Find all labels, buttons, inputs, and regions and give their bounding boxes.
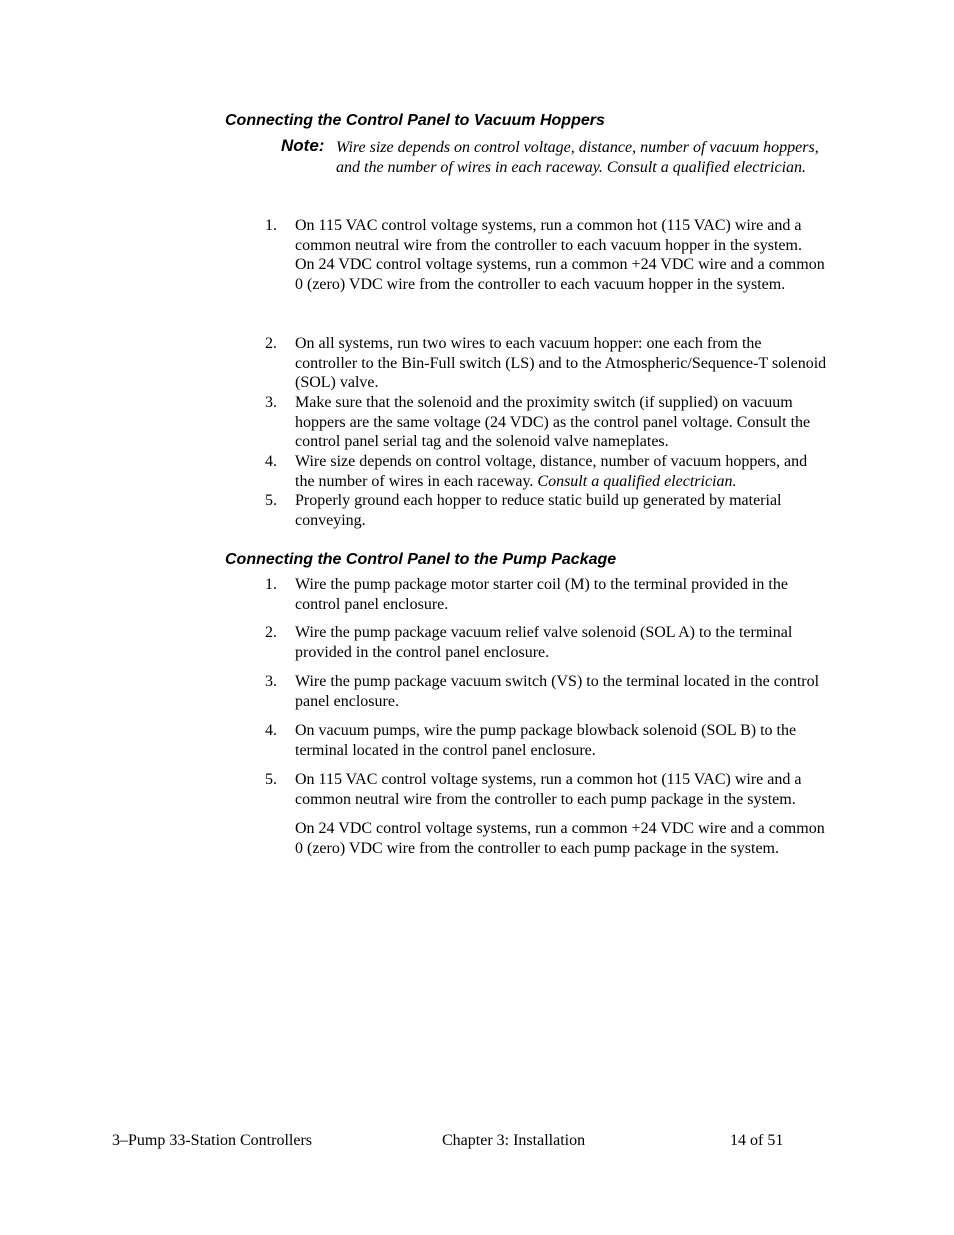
- list-number: 5.: [265, 492, 277, 509]
- list-item: [265, 672, 827, 711]
- list-text: Properly ground each hopper to reduce static build up generated by material conveying.: [295, 492, 782, 529]
- list-number: 3.: [265, 673, 277, 690]
- list-number: 1.: [265, 576, 277, 593]
- list-number: 2.: [265, 624, 277, 641]
- list-item: [265, 334, 827, 393]
- footer-chapter: Chapter 3: Installation: [442, 1132, 586, 1149]
- footer-page-number: 14 of 51: [730, 1132, 784, 1149]
- list-text: Wire the pump package motor starter coil (M) to the terminal provided in the control panel enclosure.: [295, 576, 788, 613]
- list-item: [265, 623, 827, 662]
- list-item: [265, 575, 827, 614]
- section-title-vacuum-hoppers: Connecting the Control Panel to Vacuum Hoppers: [225, 112, 605, 129]
- note-text: Wire size depends on control voltage, distance, number of vacuum hoppers, and the number of wires in each raceway. Consult a qualified electrician.: [336, 139, 819, 176]
- list-item: [265, 393, 827, 452]
- list-text: On 115 VAC control voltage systems, run a common hot (115 VAC) wire and a common neutral wire from the controller to each vacuum hopper in the system.: [295, 217, 802, 254]
- list-number: 1.: [265, 217, 277, 234]
- list-item: [265, 216, 827, 294]
- note-label: Note:: [281, 136, 325, 155]
- list-text: On vacuum pumps, wire the pump package blowback solenoid (SOL B) to the terminal located in the control panel enclosure.: [295, 722, 797, 759]
- list-text: On 115 VAC control voltage systems, run a common hot (115 VAC) wire and a common neutral wire from the controller to each pump package in the system.: [295, 771, 802, 808]
- list-number: 3.: [265, 394, 277, 411]
- list-item: [265, 491, 827, 530]
- list-text: Make sure that the solenoid and the proximity switch (if supplied) on vacuum hoppers are the same voltage (24 VDC) as the control panel voltage. Consult the control panel serial tag and the solenoid valve nameplates.: [295, 394, 811, 451]
- list-item: [265, 452, 827, 491]
- section-title-pump-package: Connecting the Control Panel to the Pump Package: [225, 551, 617, 568]
- list-text: On all systems, run two wires to each vacuum hopper: one each from the controller to the Bin-Full switch (LS) and to the Atmospheric/Sequence-T solenoid (SOL) valve.: [295, 335, 827, 392]
- list-number: 5.: [265, 771, 277, 788]
- list-number: 4.: [265, 453, 277, 470]
- list-text: On 24 VDC control voltage systems, run a common +24 VDC wire and a common 0 (zero) VDC wire from the controller to each vacuum hopper in the system.: [295, 256, 825, 293]
- list-text: [295, 452, 827, 491]
- list-text-plain: Wire size depends on control voltage, distance, number of vacuum hoppers, and the number of wires in each raceway.: [295, 453, 808, 490]
- list-item: [265, 721, 827, 760]
- list-text-italic: Consult a qualified electrician.: [537, 472, 737, 490]
- list-item: [265, 770, 827, 858]
- list-text: Wire the pump package vacuum switch (VS) to the terminal located in the control panel enclosure.: [295, 673, 820, 710]
- footer-document-title: 3–Pump 33-Station Controllers: [112, 1132, 312, 1149]
- list-number: 4.: [265, 722, 277, 739]
- list-text: On 24 VDC control voltage systems, run a common +24 VDC wire and a common 0 (zero) VDC wire from the controller to each pump package in the system.: [295, 820, 825, 857]
- list-text: Wire the pump package vacuum relief valve solenoid (SOL A) to the terminal provided in the control panel enclosure.: [295, 624, 793, 661]
- list-number: 2.: [265, 335, 277, 352]
